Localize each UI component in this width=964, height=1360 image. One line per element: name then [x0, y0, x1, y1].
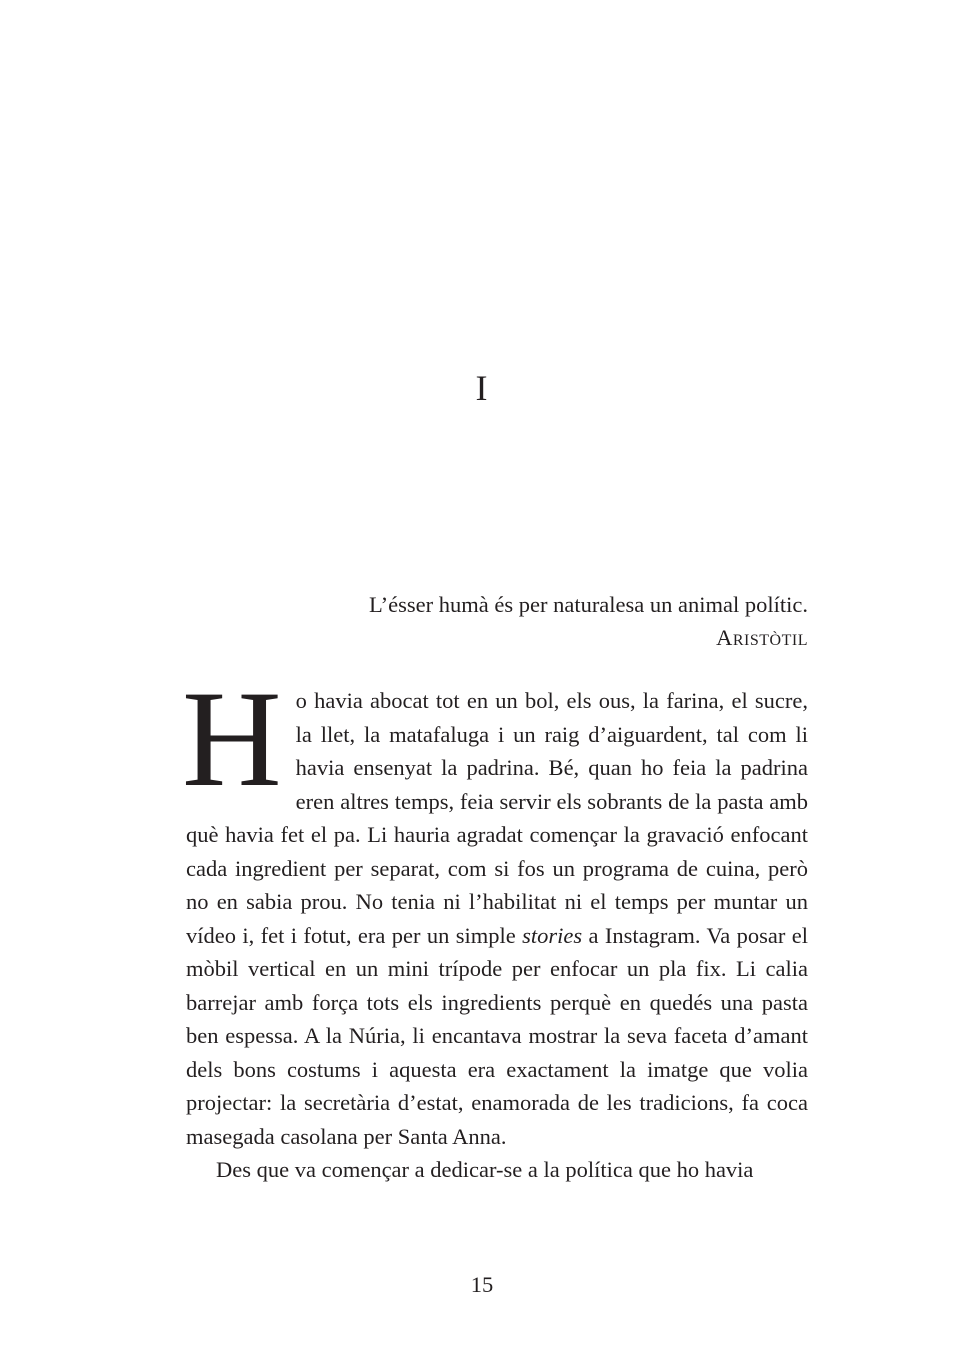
paragraph-1-text-end: a Instagram. Va posar el mòbil vertical en un mini trípode per enfocar un pla fix. Li calia barrejar amb força tots els ingredients perquè en quedés una pasta ben espessa. A la Núria, li encantava mostrar la seva faceta d’amant dels bons costums i aquesta era exactament la imatge que volia projectar: la secretària d’estat, enamorada de les tradicions, fa coca masegada casolana per Santa Anna.	[186, 922, 808, 1149]
chapter-body	[182, 662, 808, 1187]
epigraph	[369, 588, 808, 654]
paragraph-1-text-start: o havia abocat tot en un bol, els ous, la farina, el sucre, la llet, la matafaluga i un raig d’aiguardent, tal com li havia ensenyat la padrina. Bé, quan ho feia la padrina eren altres temps, feia servir els sobrants de la pasta amb què havia fet el pa. Li hauria agradat començar la gravació enfocant cada ingredient per separat, com si fos un programa de cuina, però no en sabia prou. No tenia ni l’habilitat ni el temps per muntar un vídeo i, fet i fotut, era per un simple	[186, 688, 808, 948]
epigraph-quote: L’ésser humà és per naturalesa un animal polític.	[368, 592, 808, 617]
paragraph-2: Des que va començar a dedicar-se a la política que ho havia	[216, 1157, 754, 1182]
page-number: 15	[470, 1272, 494, 1297]
drop-cap-letter: H	[182, 662, 282, 815]
chapter-number: I	[475, 368, 489, 408]
paragraph-1	[182, 662, 808, 1153]
epigraph-author: Aristòtil	[716, 625, 808, 650]
paragraph-1-italic-word: stories	[522, 922, 583, 948]
